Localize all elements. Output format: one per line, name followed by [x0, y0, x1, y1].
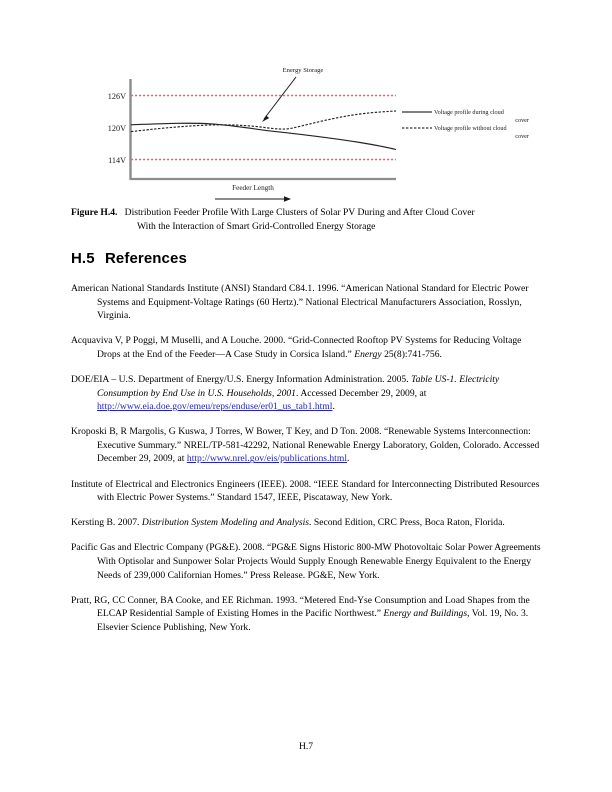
voltage-profile-chart	[0, 55, 612, 205]
reference-text: Acquaviva V, P Poggi, M Muselli, and A Louche. 2000. “Grid-Connected Rooftop PV Systems for Reducing Voltage Drops at the End of the Feeder—A Case Study in Corsica Island.”	[71, 335, 522, 360]
reference-item	[71, 373, 541, 414]
reference-text: Pratt, RG, CC Conner, BA Cooke, and EE Richman. 1993. “Metered End-Yse Consumption and Load Shapes from the ELCAP Residential Sample of Existing Homes in the Pacific Northwest.”	[71, 594, 530, 620]
reference-text: , Vol. 19, No. 3. Elsevier Science Publishing, New York.	[97, 608, 529, 633]
reference-item	[71, 282, 541, 323]
legend-label-without-line2: cover	[515, 133, 529, 140]
reference-url-link[interactable]: http://www.eia.doe.gov/emeu/reps/enduse/er01_us_tab1.html	[97, 401, 333, 413]
section-heading-references	[71, 250, 187, 267]
reference-text: . Accessed December 29, 2009, at	[295, 387, 427, 399]
reference-text: Kersting B. 2007.	[71, 517, 142, 529]
reference-text: American National Standards Institute (ANSI) Standard C84.1. 1996. “American National Standard for Electric Power Systems and Equipment-Voltage Ratings (60 Hertz).” National Electrical Manufacturers Association, Rosslyn, Virginia.	[71, 283, 529, 322]
chart-legend	[402, 109, 529, 140]
reference-item	[71, 425, 541, 466]
reference-text: Kroposki B, R Margolis, G Kuswa, J Torres, W Bower, T Key, and D Ton. 2008. “Renewable Systems Interconnection: Executive Summary.” NREL/TP-581-42292, National Renewable Energy Laboratory, Golden, Colorado. Accessed December 29, 2009, at	[71, 426, 540, 465]
figure-caption-line2: With the Interaction of Smart Grid-Controlled Energy Storage	[137, 220, 376, 232]
figure-caption	[71, 206, 541, 233]
reference-title-italic: Energy	[354, 348, 382, 360]
figure-caption-line1: Distribution Feeder Profile With Large Clusters of Solar PV During and After Cloud Cover	[124, 207, 475, 218]
reference-title-italic: Distribution System Modeling and Analysis	[141, 517, 309, 529]
section-number: H.5	[71, 250, 95, 267]
legend-label-during-line1: Voltage profile during cloud	[434, 109, 504, 116]
y-tick-114v: 114V	[108, 156, 126, 165]
reference-item	[71, 541, 541, 582]
reference-text: DOE/EIA – U.S. Department of Energy/U.S. Energy Information Administration. 2005.	[71, 373, 412, 385]
reference-text: 25(8):741-756.	[381, 348, 442, 360]
y-tick-126v: 126V	[107, 92, 126, 101]
page-footer	[0, 741, 612, 752]
annotation-energy-storage-arrow	[262, 77, 296, 122]
reference-title-italic: Energy and Buildings	[383, 608, 468, 620]
figure-h4	[0, 55, 612, 205]
reference-title-italic: Table US-1. Electricity Consumption by End Use in U.S. Households, 2001	[97, 373, 500, 399]
reference-item	[71, 516, 541, 530]
legend-label-during-line2: cover	[515, 117, 529, 124]
reference-text: .	[346, 453, 350, 465]
reference-text: Institute of Electrical and Electronics Engineers (IEEE). 2008. “IEEE Standard for Interconnecting Distributed Resources with Electric Power Systems.” Standard 1547, IEEE, Piscataway, New York.	[71, 478, 540, 504]
legend-label-without-line1: Voltage profile without cloud	[434, 125, 507, 132]
reference-url-link[interactable]: http://www.nrel.gov/eis/publications.html	[186, 453, 347, 465]
section-title: References	[105, 250, 187, 267]
reference-text: .	[332, 401, 335, 413]
references-list	[71, 282, 541, 646]
reference-item	[71, 478, 541, 505]
y-tick-120v: 120V	[107, 124, 126, 133]
feeder-length-arrow	[215, 196, 291, 201]
x-axis-label-feeder-length: Feeder Length	[232, 184, 274, 192]
series-without-cloud-cover	[131, 111, 396, 132]
reference-text: Pacific Gas and Electric Company (PG&E). 2008. “PG&E Signs Historic 800-MW Photovoltaic Solar Power Agreements With Optisolar and Sunpower Solar Projects Would Supply Enough Renewable Energy Equivalent to the Energy Needs of 239,000 Californian Homes.” Press Release. PG&E, New York.	[71, 542, 541, 581]
reference-item	[71, 334, 541, 361]
reference-text: . Second Edition, CRC Press, Boca Raton, Florida.	[308, 517, 505, 529]
page-number: H.7	[298, 741, 314, 752]
figure-caption-label: Figure H.4.	[71, 207, 118, 218]
annotation-energy-storage-label: Energy Storage	[282, 67, 324, 74]
reference-item	[71, 594, 541, 635]
